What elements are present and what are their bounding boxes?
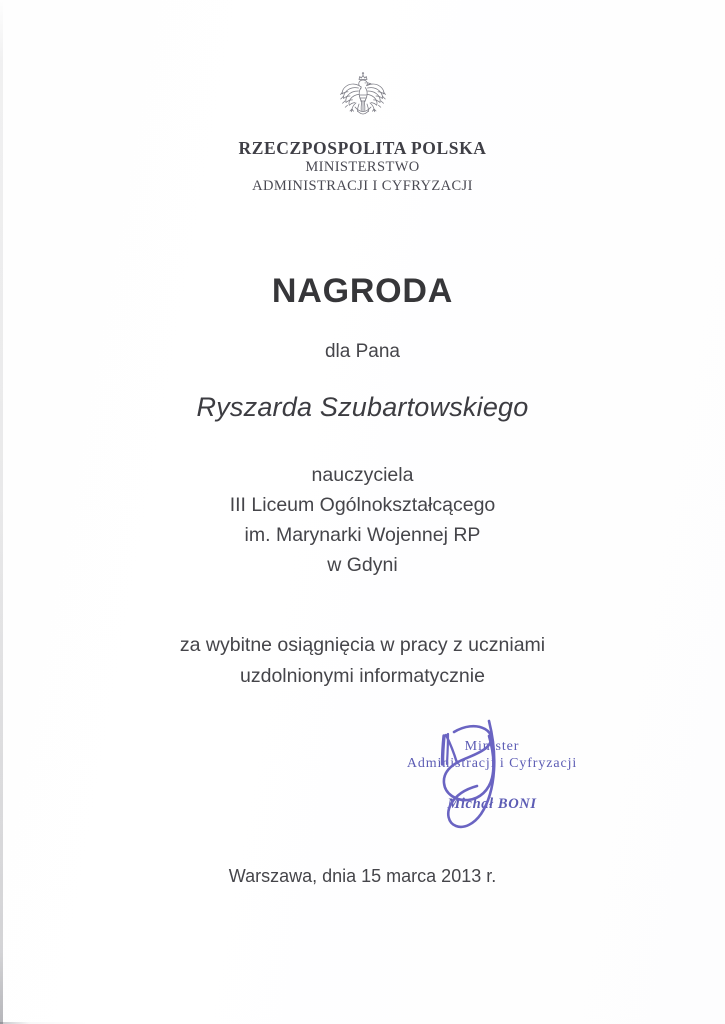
republic-title: RZECZPOSPOLITA POLSKA [238,138,487,158]
ministry-line-1: MINISTERSTWO [305,159,420,176]
citation-line-2: uzdolnionymi informatycznie [240,665,485,687]
polish-eagle-coat-of-arms-icon [331,70,395,132]
signature-role-line-1: Minister [464,739,520,754]
handwritten-signature-icon [418,712,578,832]
affiliation-line-1: nauczyciela [311,464,414,486]
affiliation-line-4: w Gdyni [327,554,398,576]
award-title: NAGRODA [271,272,454,310]
affiliation-line-2: III Liceum Ogólnokształcącego [229,494,496,516]
citation-line-1: za wybitne osiągnięcia w pracy z uczniami [179,634,546,656]
signature-name: Michał BONI [447,796,537,812]
document-header [0,70,725,196]
recipient-affiliation [0,460,725,580]
award-citation [0,630,725,692]
signature-block [392,738,592,813]
for-whom-label: dla Pana [324,341,400,362]
recipient-name: Ryszarda Szubartowskiego [196,392,529,422]
ministry-line-2: ADMINISTRACJI I CYFRYZACJI [252,178,473,195]
signature-role-line-2: Administracji i Cyfryzacji [406,756,578,771]
affiliation-line-3: im. Marynarki Wojennej RP [244,524,481,546]
place-and-date: Warszawa, dnia 15 marca 2013 r. [228,866,497,886]
